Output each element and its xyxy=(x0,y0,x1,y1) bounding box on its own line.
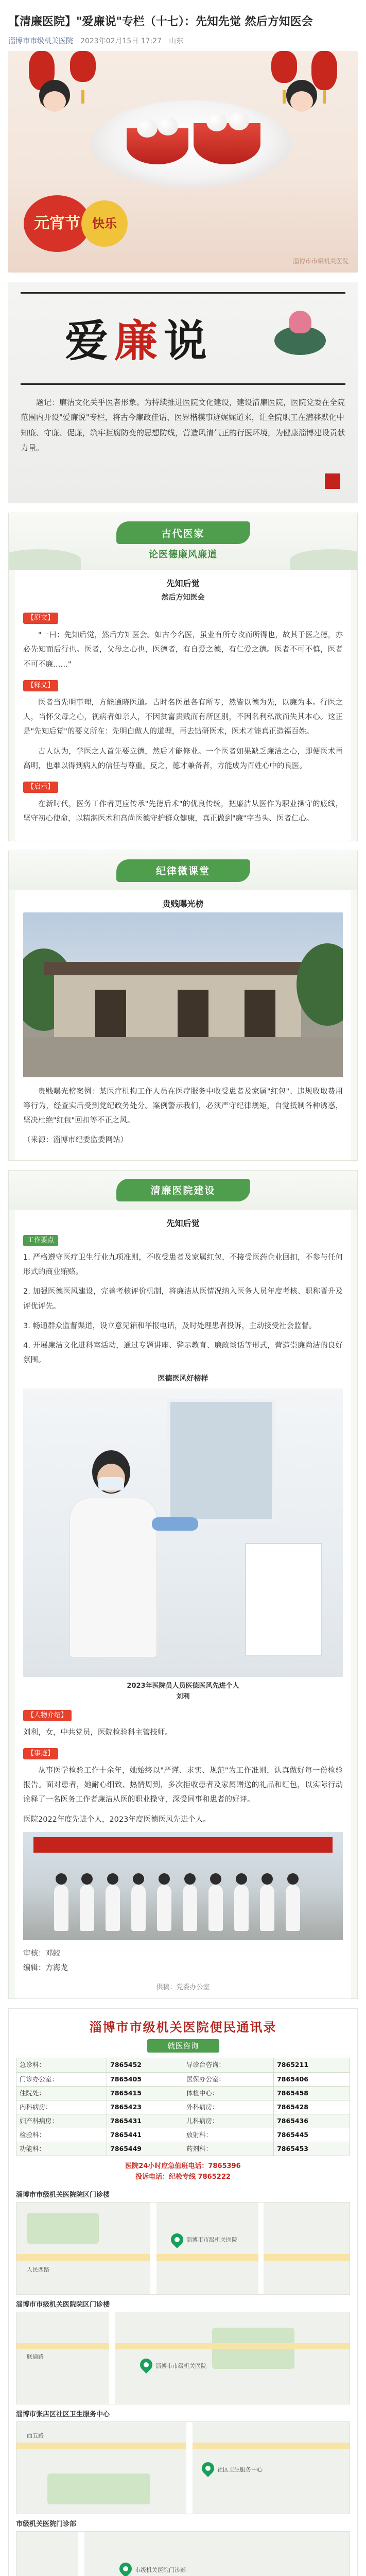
department-name: 功能科： xyxy=(16,2142,107,2156)
map-entry xyxy=(16,2518,350,2576)
paragraph: 刘利，女，中共党员，医院检验科主管技师。 xyxy=(23,1728,172,1737)
building-photo xyxy=(23,912,343,1077)
paragraph: 医院2022年度先进个人，2023年度医德医风先进个人。 xyxy=(23,1815,211,1824)
paragraph: 从事医学检验工作十余年，她始终以"严谨、求实、规范"为工作准则，认真做好每一份检验报告。面对患者，她耐心细致、热情周到，多次拒收患者及家属赠送的礼品和红包，以实际行动诠释了一名医务工作者廉洁从医的职业操守，深受同事和患者的好评。 xyxy=(23,1766,343,1804)
section-heading xyxy=(9,513,357,570)
map-entry xyxy=(16,2189,350,2295)
end-note: 供稿：党委办公室 xyxy=(156,1984,210,1992)
lab-worker-photo xyxy=(23,1388,343,1677)
department-name: 妇产科病房： xyxy=(16,2114,107,2128)
department-name: 检验科： xyxy=(16,2128,107,2142)
bowl-image xyxy=(194,123,260,164)
publish-date: 2023年02月15日 17:27 xyxy=(80,37,162,45)
paragraph: 4. 开展廉洁文化进科室活动，通过专题讲座、警示教育、廉政谈话等形式，营造崇廉尚洁的良好氛围。 xyxy=(23,1342,343,1365)
paragraph: 2. 加强医德医风建设，完善考核评价机制，将廉洁从医情况纳入医务人员年度考核、职称晋升及评优评先。 xyxy=(23,1287,343,1311)
department-name: 门诊办公室： xyxy=(16,2072,107,2086)
map-label: 淄博市张店区社区卫生服务中心 xyxy=(16,2411,110,2419)
festival-greeting xyxy=(24,190,142,257)
section-title: 古代医家 xyxy=(116,521,250,544)
directory-subtitle: 就医咨询 xyxy=(147,2039,219,2053)
phone-number[interactable]: 7865449 xyxy=(107,2142,183,2156)
section-card xyxy=(15,570,351,841)
paragraph: 古人认为，学医之人首先要立德，然后才能修业。一个医者如果缺乏廉洁之心，即便医术再高明，也难以得到病人的信任与尊重。反之，德才兼备者，方能成为百姓心中的良医。 xyxy=(23,747,343,770)
phone-number[interactable]: 7865406 xyxy=(274,2072,350,2086)
section-ancient-physicians xyxy=(8,513,358,841)
table-row xyxy=(16,2086,350,2100)
directory-title: 淄博市市级机关医院便民通讯录 xyxy=(89,2020,277,2035)
phone-number[interactable]: 7865445 xyxy=(274,2128,350,2142)
phone-number[interactable]: 7865436 xyxy=(274,2114,350,2128)
greeting-main: 元宵节 xyxy=(24,195,91,252)
dumpling-image xyxy=(229,112,249,130)
seal-stamp xyxy=(325,473,340,489)
photo-caption: 2023年医院员人员医德医风先进个人 xyxy=(127,1682,239,1690)
label-insight: 【启示】 xyxy=(23,782,58,793)
publish-location: 山东 xyxy=(169,37,184,45)
photo-caption-top: 医德医风好榜样 xyxy=(158,1374,208,1383)
ailian-column-panel xyxy=(8,282,358,503)
phone-number[interactable]: 7865405 xyxy=(107,2072,183,2086)
column-calligraphy: 爱廉说 xyxy=(65,315,214,366)
location-map[interactable]: 淄博市市级机关医院 人民西路 xyxy=(16,2202,350,2295)
department-name: 药剂科： xyxy=(183,2142,273,2156)
phone-number[interactable]: 7865431 xyxy=(107,2114,183,2128)
lantern-icon xyxy=(271,51,297,83)
table-row xyxy=(16,2072,350,2086)
label-profile: 【人物介绍】 xyxy=(23,1710,72,1721)
paragraph: 医者当先明事理，方能通晓医道。古时名医虽各有所专，然皆以德为先，以廉为本。行医之人，当怀父母之心，视病者如亲人，不因贫富贵贱而有所区别，不因名利私欲而失其本心。这正是"先知后觉"的要义所在：先明白做人的道理，再去钻研医术，医术才能真正造福百姓。 xyxy=(23,698,343,736)
table-row xyxy=(16,2114,350,2128)
location-map[interactable]: 淄博市市级机关医院 联通路 xyxy=(16,2312,350,2404)
section-title: 纪律微课堂 xyxy=(116,859,250,882)
map-label: 市级机关医院门诊部 xyxy=(16,2520,77,2529)
map-pin-icon xyxy=(168,2231,186,2248)
label-key-points: 工作要点 xyxy=(23,1235,58,1246)
dumpling-tray-image xyxy=(91,100,291,188)
department-name: 住院处： xyxy=(16,2086,107,2100)
paragraph: 3. 畅通群众监督渠道，设立意见箱和举报电话，及时处理患者投诉，主动接受社会监督。 xyxy=(23,1321,317,1330)
map-entry xyxy=(16,2409,350,2514)
card-title: 先知后觉 xyxy=(166,1218,200,1228)
department-name: 放射科： xyxy=(183,2128,273,2142)
location-map[interactable]: 社区卫生服务中心 西五路 xyxy=(16,2421,350,2514)
article-header xyxy=(0,0,366,51)
phone-number[interactable]: 7865415 xyxy=(107,2086,183,2100)
complaint-phone: 投诉电话：纪检专线 7865222 xyxy=(135,2173,231,2181)
greeting-sub: 快乐 xyxy=(81,200,128,247)
table-row xyxy=(16,2100,350,2114)
child-figure-image xyxy=(39,80,70,111)
map-entry xyxy=(16,2299,350,2404)
section-title: 清廉医院建设 xyxy=(116,1179,250,1201)
department-name: 儿科病房： xyxy=(183,2114,273,2128)
phone-number[interactable]: 7865453 xyxy=(274,2142,350,2156)
article-title: 【清廉医院】"爱廉说"专栏（十七）：先知先觉 然后方知医会 xyxy=(8,15,313,28)
lantern-icon xyxy=(70,51,96,82)
dumpling-image xyxy=(206,113,227,131)
phone-number[interactable]: 7865441 xyxy=(107,2128,183,2142)
section-clean-hospital xyxy=(8,1170,358,1999)
section-card xyxy=(15,890,351,1160)
emergency-phone: 医院24小时应急值班电话：7865396 xyxy=(125,2162,241,2171)
card-title: 贵贱曝光榜 xyxy=(162,899,204,909)
department-name: 导诊台咨询： xyxy=(183,2058,273,2072)
account-name-link[interactable]: 淄博市市级机关医院 xyxy=(8,37,73,45)
dumpling-image xyxy=(137,119,158,138)
label-deeds: 【事迹】 xyxy=(23,1748,58,1759)
label-explanation: 【释义】 xyxy=(23,680,58,691)
paragraph: "一曰：先知后觉，然后方知医会。如古今名医，虽业有所专攻而所得也，故其于医之德，亦必先知而后行也。医者，父母之心也，医德者，有自爱之德，有仁爱之德。医者不可不慎，医者不可不廉……" xyxy=(23,631,343,669)
child-figure-image xyxy=(286,80,317,111)
section-heading xyxy=(9,1171,357,1210)
map-pin-icon xyxy=(117,2560,134,2576)
phone-number[interactable]: 7865458 xyxy=(274,2086,350,2100)
banner-watermark: 淄博市市级机关医院 xyxy=(292,258,348,265)
paragraph: 1. 严格遵守医疗卫生行业九项准则，不收受患者及家属红包，不接受医药企业回扣，不参与任何形式的商业贿赂。 xyxy=(23,1253,343,1276)
phone-number[interactable]: 7865452 xyxy=(107,2058,183,2072)
section-heading xyxy=(9,851,357,890)
department-name: 内科病房： xyxy=(16,2100,107,2114)
map-label: 淄博市市级机关医院院区门诊楼 xyxy=(16,2191,110,2199)
table-row xyxy=(16,2058,350,2072)
source-note: （来源：淄博市纪委监委网站） xyxy=(23,1136,128,1145)
dumpling-image xyxy=(158,117,178,135)
photo-caption-name: 刘利 xyxy=(176,1692,190,1701)
map-list xyxy=(16,2189,350,2576)
section-discipline-class xyxy=(8,851,358,1161)
team-photo xyxy=(23,1832,343,1940)
department-name: 急诊科： xyxy=(16,2058,107,2072)
table-row xyxy=(16,2142,350,2156)
phone-number[interactable]: 7865423 xyxy=(107,2100,183,2114)
map-pin-icon xyxy=(199,2460,217,2477)
column-intro-text: 题记：廉洁文化关乎医者形象。为持续推进医院文化建设，建设清廉医院，医院党委在全院范围内开设"爱廉说"专栏，将古今廉政佳话、医界楷模事迹娓娓道来，让全院职工在潜移默化中知廉、守廉、促廉，筑牢拒腐防变的思想防线，营造风清气正的行医环境，为健康淄博建设贡献力量。 xyxy=(21,398,345,452)
column-intro xyxy=(21,395,345,493)
lantern-icon xyxy=(311,51,337,90)
card-title: 先知后觉 xyxy=(166,579,200,588)
lantern-festival-banner xyxy=(8,51,358,273)
location-map[interactable]: 市级机关医院门诊部 xyxy=(16,2531,350,2576)
section-card xyxy=(15,1210,351,1999)
phone-number[interactable]: 7865211 xyxy=(274,2058,350,2072)
paragraph: 贵贱曝光榜案例：某医疗机构工作人员在医疗服务中收受患者及家属"红包"、违规收取费用等行为，经查实后受到党纪政务处分。案例警示我们，必须严守纪律规矩，自觉抵制各种诱惑，坚决杜绝"红包"回扣等不正之风。 xyxy=(23,1087,343,1125)
section-subtitle: 论医德廉风廉道 xyxy=(149,549,217,560)
map-pin-icon xyxy=(137,2356,155,2374)
department-name: 体检中心： xyxy=(183,2086,273,2100)
article-meta xyxy=(8,36,358,46)
table-row xyxy=(16,2128,350,2142)
card-subtitle: 然后方知医会 xyxy=(161,594,205,602)
review-credits: 审核：邓蛟 编辑：方海龙 xyxy=(23,1949,68,1973)
hospital-directory xyxy=(8,2008,358,2576)
map-label: 淄博市市级机关医院院区门诊楼 xyxy=(16,2301,110,2309)
bowl-image xyxy=(127,128,188,164)
label-original: 【原文】 xyxy=(23,613,58,624)
phone-number[interactable]: 7865428 xyxy=(274,2100,350,2114)
paragraph: 在新时代，医务工作者更应传承"先德后术"的优良传统，把廉洁从医作为职业操守的底线，坚守初心使命，以精湛医术和高尚医德守护群众健康，真正做到"廉"字当头、医者仁心。 xyxy=(23,800,343,823)
department-name: 医保办公室： xyxy=(183,2072,273,2086)
phone-table xyxy=(16,2058,350,2156)
department-name: 外科病房： xyxy=(183,2100,273,2114)
lotus-icon xyxy=(270,306,327,362)
